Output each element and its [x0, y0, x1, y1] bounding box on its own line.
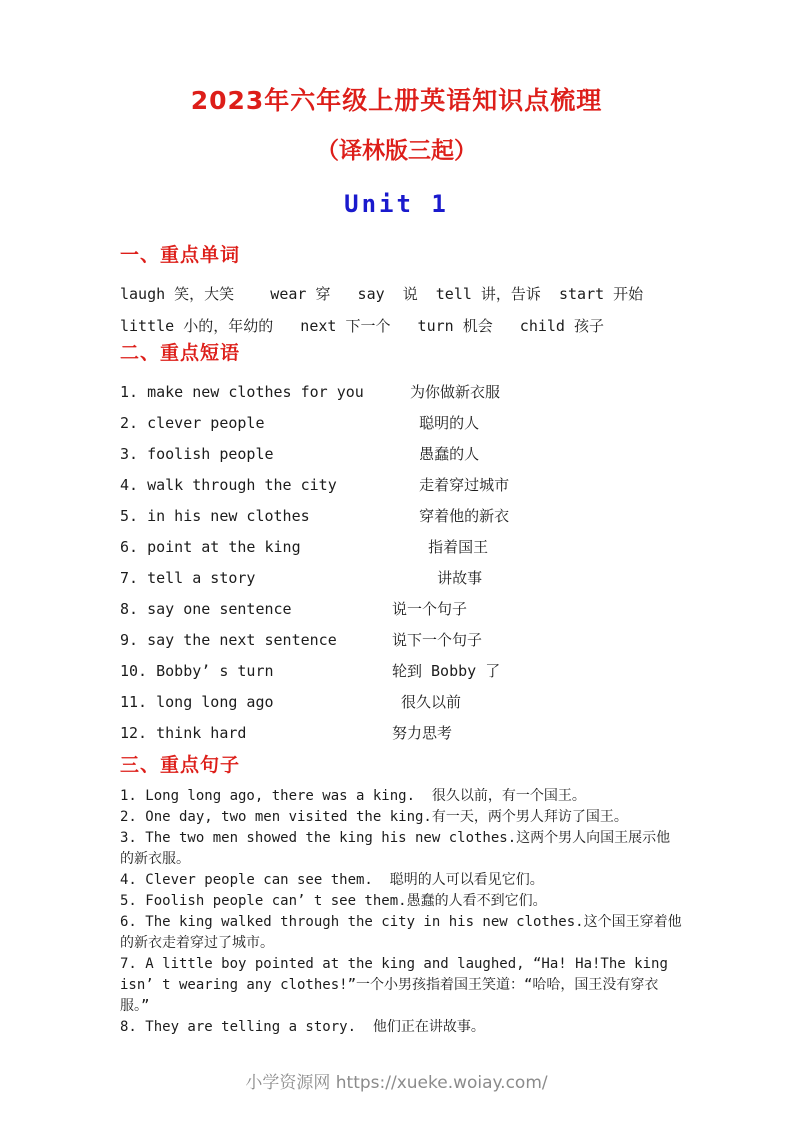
sentence-item: 8. They are telling a story. 他们正在讲故事。: [120, 1019, 485, 1035]
phrase-chinese: 轮到 Bobby 了: [392, 662, 501, 680]
phrase-row: [120, 408, 683, 439]
phrase-row: [120, 625, 683, 656]
phrase-chinese: 讲故事: [392, 569, 483, 587]
phrase-row: [120, 439, 683, 470]
phrase-english: 2. clever people: [120, 414, 265, 432]
phrase-english: 10. Bobby’ s turn: [120, 662, 274, 680]
phrase-chinese: 聪明的人: [392, 414, 480, 432]
phrase-english: 5. in his new clothes: [120, 507, 310, 525]
sentence-item: 2. One day, two men visited the king.有一天，两个男人拜访了国王。: [120, 809, 628, 825]
phrase-row: [120, 563, 683, 594]
word-lines: [120, 278, 683, 342]
phrase-english: 11. long long ago: [120, 693, 274, 711]
sentence-list: [120, 786, 683, 1038]
sentence-item: 7. A little boy pointed at the king and laughed, “Ha! Ha!The king isn’ t wearing any clothes!”一个小男孩指着国王笑道：“哈哈，国王没有穿衣服。”: [120, 956, 677, 1014]
section-heading-key-words: 一、重点单词: [120, 244, 241, 266]
phrase-row: [120, 501, 683, 532]
phrase-row: [120, 687, 683, 718]
word-line: laugh 笑，大笑 wear 穿 say 说 tell 讲，告诉 start 开始: [120, 285, 644, 303]
phrase-english: 8. say one sentence: [120, 600, 292, 618]
phrase-chinese: 愚蠢的人: [392, 445, 480, 463]
phrase-chinese: 走着穿过城市: [392, 476, 510, 494]
document-body: [120, 244, 683, 1038]
sentence-item: 5. Foolish people can’ t see them.愚蠢的人看不到它们。: [120, 893, 547, 909]
section-heading-key-phrases: 二、重点短语: [120, 342, 241, 364]
sentence-item: 1. Long long ago, there was a king. 很久以前，有一个国王。: [120, 788, 586, 804]
unit-title: Unit 1: [344, 190, 449, 218]
phrase-chinese: 穿着他的新衣: [392, 507, 510, 525]
phrase-english: 9. say the next sentence: [120, 631, 337, 649]
phrase-list: [120, 377, 683, 749]
document-subtitle: （译林版三起）: [316, 138, 477, 164]
section-heading-key-sentences: 三、重点句子: [120, 754, 241, 776]
phrase-english: 3. foolish people: [120, 445, 274, 463]
phrase-chinese: 指着国王: [392, 538, 489, 556]
phrase-row: [120, 656, 683, 687]
sentence-item: 3. The two men showed the king his new clothes.这两个男人向国王展示他的新衣服。: [120, 830, 671, 867]
phrase-row: [120, 377, 683, 408]
sentence-item: 4. Clever people can see them. 聪明的人可以看见它们。: [120, 872, 544, 888]
phrase-row: [120, 594, 683, 625]
word-line: little 小的，年幼的 next 下一个 turn 机会 child 孩子: [120, 317, 604, 335]
phrase-chinese: 说一个句子: [392, 600, 468, 618]
phrase-row: [120, 718, 683, 749]
phrase-chinese: 很久以前: [392, 693, 462, 711]
sentence-item: 6. The king walked through the city in his new clothes.这个国王穿着他的新衣走着穿过了城市。: [120, 914, 682, 951]
phrase-english: 12. think hard: [120, 724, 247, 742]
phrase-chinese: 努力思考: [392, 724, 453, 742]
phrase-chinese: 说下一个句子: [392, 631, 483, 649]
phrase-chinese: 为你做新衣服: [392, 383, 501, 401]
phrase-english: 1. make new clothes for you: [120, 383, 364, 401]
phrase-row: [120, 470, 683, 501]
phrase-english: 6. point at the king: [120, 538, 301, 556]
phrase-english: 7. tell a story: [120, 569, 256, 587]
phrase-english: 4. walk through the city: [120, 476, 337, 494]
document-title: 2023年六年级上册英语知识点梳理: [190, 86, 603, 115]
footer-credit: 小学资源网 https://xueke.woiay.com/: [245, 1073, 548, 1093]
phrase-row: [120, 532, 683, 563]
